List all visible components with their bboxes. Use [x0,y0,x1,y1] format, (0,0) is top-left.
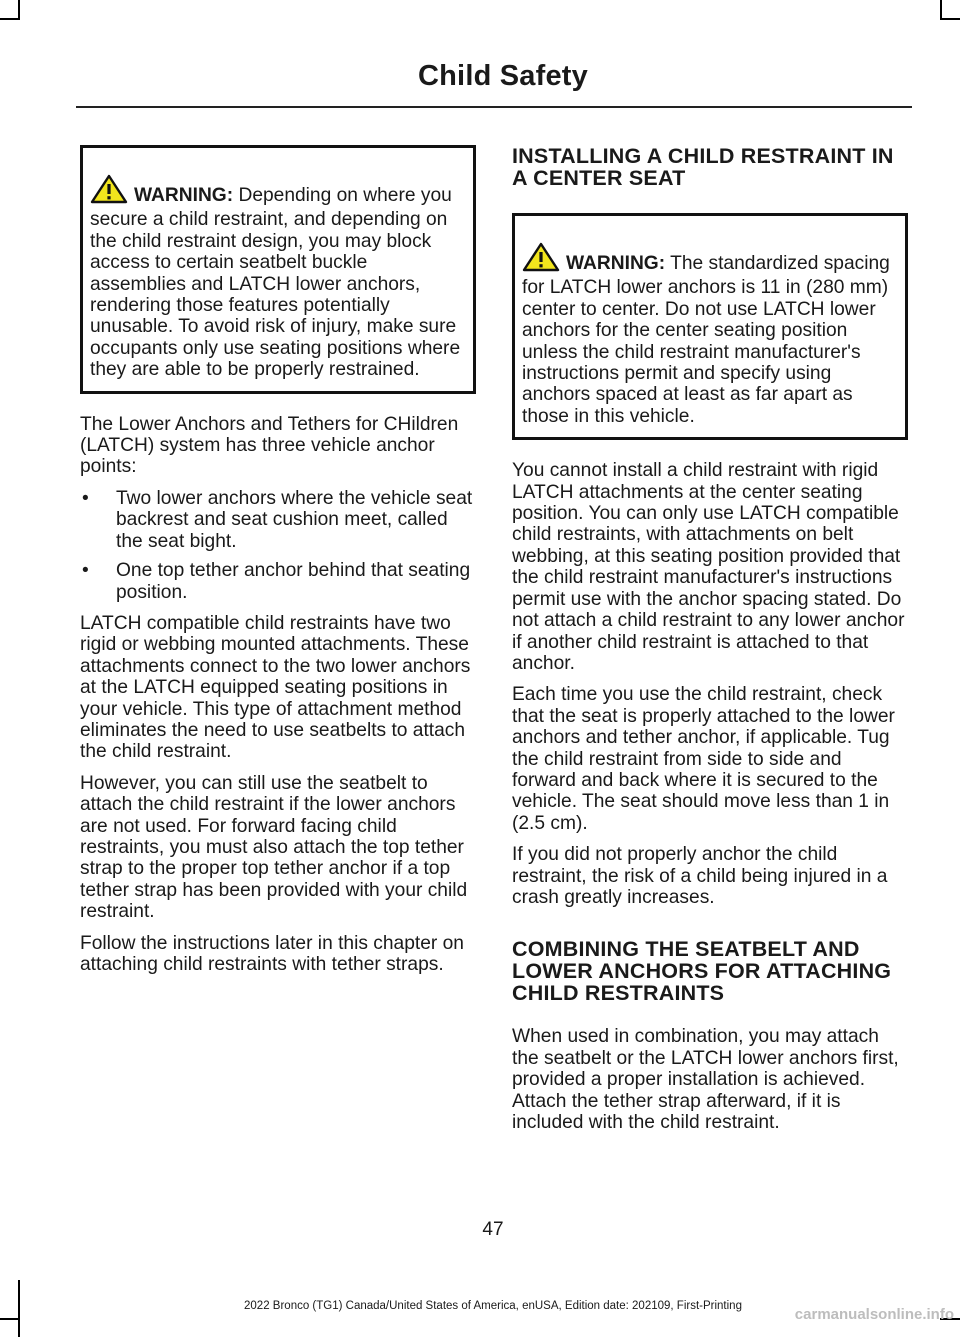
section-heading: INSTALLING A CHILD RESTRAINT IN A CENTER SEAT [512,144,894,190]
warning-box [512,213,908,440]
anchor-point-list [80,488,476,603]
crop-mark [18,0,20,20]
list-item: • One top tether anchor behind that seating position. [80,560,476,603]
paragraph: However, you can still use the seatbelt to attach the child restraint if the lower anchors are not used. For forward facing child restraints, you must also attach the top tether strap to the proper top tether anchor if a top tether strap has been provided with your child restraint. [80,772,468,923]
section-heading: COMBINING THE SEATBELT AND LOWER ANCHORS FOR ATTACHING CHILD RESTRAINTS [512,937,892,1006]
left-column [80,145,476,985]
paragraph: If you did not properly anchor the child restraint, the risk of a child being injured in a crash greatly increases. [512,844,888,908]
list-item: • Two lower anchors where the vehicle seat backrest and seat cushion meet, called the seat bight. [80,488,476,552]
paragraph: Each time you use the child restraint, check that the seat is properly attached to the lower anchors and tether anchor, if applicable. Tug the child restraint from side to side and forward and back where it is secured to the vehicle. The seat should move less than 1 in (2.5 cm). [512,684,895,834]
warning-triangle-icon [90,174,128,209]
warning-text: The standardized spacing for LATCH lower anchors is 11 in (280 mm) center to center. Do not use LATCH lower anchors for the center seating position unless the child restraint manufacturer's instructions permit and specify using anchors spaced at least as far apart as those in this vehicle. [522,253,890,427]
paragraph: The Lower Anchors and Tethers for CHildren (LATCH) system has three vehicle anchor points: [80,413,459,478]
warning-label: WARNING: [566,253,666,274]
page-number: 47 [482,1219,504,1240]
paragraph: You cannot install a child restraint with rigid LATCH attachments at the center seating position. You can only use LATCH compatible child restraints, with attachments on belt webbing, at this seating position provided that the child restraint manufacturer's instructions permit use with the anchor spacing stated. Do not attach a child restraint to any lower anchor if another child restraint is attached to that anchor. [512,460,905,674]
header-divider [76,106,912,108]
paragraph: LATCH compatible child restraints have two rigid or webbing mounted attachments. These attachments connect to the two lower anchors at the LATCH equipped seating positions in your vehicle. This type of attachment method eliminates the need to use seatbelts to attach the child restraint. [80,612,471,763]
warning-box [80,145,476,394]
crop-mark [0,18,20,20]
right-column [512,145,908,1143]
paragraph: Follow the instructions later in this chapter on attaching child restraints with tether straps. [80,932,464,975]
warning-label: WARNING: [134,185,234,206]
crop-mark [0,1318,20,1320]
crop-mark [940,0,942,20]
warning-triangle-icon [522,242,560,277]
watermark: carmanualsonline.info [794,1306,954,1323]
footer-edition-line: 2022 Bronco (TG1) Canada/United States of America, enUSA, Edition date: 202109, First-Printing [244,1300,742,1312]
crop-mark [940,18,960,20]
warning-text: Depending on where you secure a child restraint, and depending on the child restraint design, you may block access to certain seatbelt buckle assemblies and LATCH lower anchors, rendering those features potentially unusable. To avoid risk of injury, make sure occupants only use seating positions where they are able to be properly restrained. [90,185,461,381]
paragraph: When used in combination, you may attach the seatbelt or the LATCH lower anchors first, provided a proper installation is achieved. Attach the tether strap afterward, if it is included with the child restraint. [512,1026,899,1133]
page-title: Child Safety [418,60,588,92]
